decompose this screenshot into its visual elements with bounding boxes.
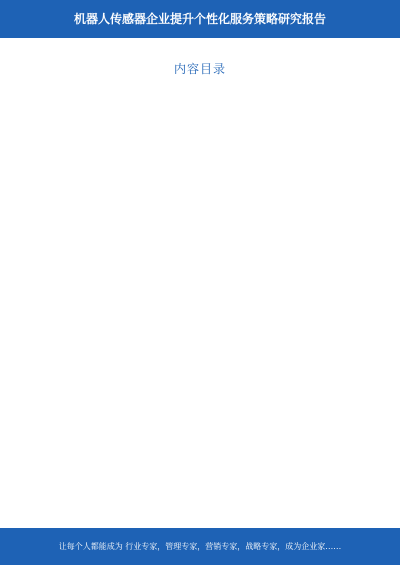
toc-list [34, 86, 358, 500]
toc-heading: 内容目录 [173, 62, 226, 76]
report-title: 机器人传感器企业提升个性化服务策略研究报告 [73, 12, 326, 26]
footer-slogan: 让每个人都能成为 行业专家，管理专家，营销专家，战略专家，成为企业家…… [58, 542, 342, 551]
footer-band [0, 528, 400, 565]
header-band [0, 0, 400, 38]
